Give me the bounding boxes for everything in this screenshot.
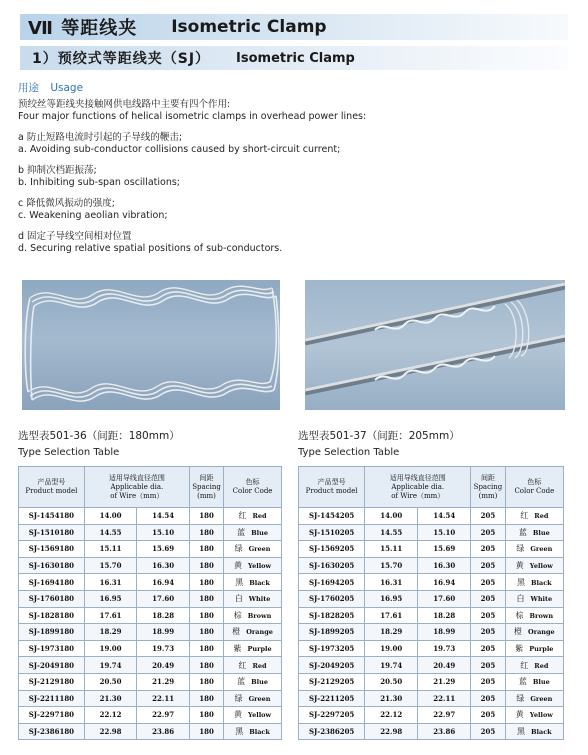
table-row bbox=[299, 557, 564, 574]
header-spacing-cn: 间距 bbox=[480, 473, 495, 482]
cell-model: SJ-1973180 bbox=[19, 640, 85, 657]
color-code-en: Red bbox=[252, 512, 267, 521]
cell-spacing: 205 bbox=[471, 657, 505, 674]
usage-item-d-cn: d 固定子导线空间相对位置 bbox=[18, 231, 132, 242]
header-spacing-en2: (mm) bbox=[197, 491, 216, 500]
cell-dia-max: 22.11 bbox=[137, 690, 190, 707]
usage-intro-cn: 预绞丝等距线夹接触网供电线路中主要有四个作用: bbox=[18, 99, 231, 110]
cell-model: SJ-1569180 bbox=[19, 541, 85, 558]
color-code-en: Blue bbox=[251, 528, 268, 537]
cell-spacing: 180 bbox=[189, 541, 223, 558]
color-code-cn: 紫 bbox=[233, 644, 242, 654]
cell-color bbox=[505, 508, 563, 525]
cell-spacing: 180 bbox=[189, 624, 223, 641]
cell-color bbox=[505, 524, 563, 541]
cell-dia-max: 14.54 bbox=[418, 508, 471, 525]
table-row bbox=[19, 557, 282, 574]
cell-dia-min: 21.30 bbox=[84, 690, 137, 707]
cell-color bbox=[224, 673, 282, 690]
table-row bbox=[299, 657, 564, 674]
cell-model: SJ-2297205 bbox=[299, 707, 365, 724]
cell-spacing: 205 bbox=[471, 508, 505, 525]
color-code-en: Brown bbox=[529, 611, 554, 620]
cell-dia-min: 16.95 bbox=[365, 590, 418, 607]
table-caption-en: Type Selection Table bbox=[298, 447, 400, 458]
color-code-cn: 黑 bbox=[517, 577, 526, 587]
cell-model: SJ-2297180 bbox=[19, 707, 85, 724]
cell-dia-max: 18.99 bbox=[418, 624, 471, 641]
cell-color bbox=[224, 624, 282, 641]
cell-model: SJ-1899180 bbox=[19, 624, 85, 641]
table-row bbox=[19, 657, 282, 674]
color-code-en: Yellow bbox=[529, 562, 553, 571]
color-code-cn: 绿 bbox=[516, 693, 525, 703]
cell-model: SJ-2129205 bbox=[299, 673, 365, 690]
usage-intro-en: Four major functions of helical isometric clamps in overhead power lines: bbox=[18, 111, 367, 122]
color-code-cn: 黑 bbox=[235, 727, 244, 737]
cell-spacing: 180 bbox=[189, 574, 223, 591]
cell-dia-min: 14.55 bbox=[365, 524, 418, 541]
header-model bbox=[299, 467, 365, 508]
cell-dia-min: 17.61 bbox=[84, 607, 137, 624]
color-code-cn: 红 bbox=[238, 511, 247, 521]
color-code-cn: 黑 bbox=[235, 577, 244, 587]
header-spacing-en1: Spacing bbox=[473, 482, 503, 491]
cell-color bbox=[505, 673, 563, 690]
table-row bbox=[299, 640, 564, 657]
table-row bbox=[299, 624, 564, 641]
color-code-cn: 白 bbox=[234, 594, 243, 604]
cell-dia-max: 19.73 bbox=[418, 640, 471, 657]
cell-spacing: 180 bbox=[189, 657, 223, 674]
cell-dia-min: 15.70 bbox=[365, 557, 418, 574]
color-code-cn: 棕 bbox=[515, 610, 524, 620]
cell-color bbox=[224, 640, 282, 657]
usage-heading bbox=[18, 80, 568, 95]
table-row bbox=[19, 690, 282, 707]
cell-dia-max: 19.73 bbox=[137, 640, 190, 657]
table-row bbox=[299, 723, 564, 740]
cell-spacing: 180 bbox=[189, 723, 223, 740]
cell-dia-min: 18.29 bbox=[365, 624, 418, 641]
color-code-en: White bbox=[530, 595, 553, 604]
color-code-cn: 红 bbox=[520, 511, 529, 521]
cell-dia-max: 23.86 bbox=[418, 723, 471, 740]
cell-dia-max: 16.94 bbox=[137, 574, 190, 591]
cell-color bbox=[224, 707, 282, 724]
cell-color bbox=[505, 557, 563, 574]
cell-model: SJ-2211205 bbox=[299, 690, 365, 707]
cell-color bbox=[224, 607, 282, 624]
color-code-en: Black bbox=[531, 578, 552, 587]
table-caption-right bbox=[298, 428, 460, 458]
color-code-cn: 蓝 bbox=[237, 527, 246, 537]
color-code-cn: 绿 bbox=[234, 693, 243, 703]
table-row bbox=[19, 673, 282, 690]
header-color-en: Color Code bbox=[232, 487, 273, 495]
header-diameter bbox=[84, 467, 189, 508]
cell-color bbox=[505, 541, 563, 558]
cell-dia-max: 21.29 bbox=[418, 673, 471, 690]
header-model bbox=[19, 467, 85, 508]
cell-spacing: 205 bbox=[471, 541, 505, 558]
color-code-cn: 黄 bbox=[234, 710, 243, 720]
header-spacing-cn: 间距 bbox=[199, 473, 214, 482]
cell-dia-max: 18.28 bbox=[418, 607, 471, 624]
cell-dia-min: 16.31 bbox=[365, 574, 418, 591]
color-code-en: Green bbox=[530, 694, 553, 703]
table-caption-cn: 选型表501-36（间距：180mm） bbox=[18, 430, 180, 442]
subsection-title-en: Isometric Clamp bbox=[236, 50, 355, 66]
cell-color bbox=[505, 590, 563, 607]
cell-spacing: 180 bbox=[189, 607, 223, 624]
cell-model: SJ-2049205 bbox=[299, 657, 365, 674]
header-diameter-cn: 适用导线直径范围 bbox=[389, 473, 446, 482]
table-row bbox=[19, 524, 282, 541]
cell-spacing: 205 bbox=[471, 574, 505, 591]
color-code-en: White bbox=[248, 595, 271, 604]
cell-dia-min: 19.74 bbox=[365, 657, 418, 674]
cell-color bbox=[505, 607, 563, 624]
cell-dia-max: 18.28 bbox=[137, 607, 190, 624]
table-row bbox=[19, 707, 282, 724]
cell-dia-max: 16.30 bbox=[418, 557, 471, 574]
table-row bbox=[19, 590, 282, 607]
table-row bbox=[299, 574, 564, 591]
color-code-cn: 橙 bbox=[513, 627, 522, 637]
cell-dia-min: 22.12 bbox=[365, 707, 418, 724]
cell-color bbox=[224, 541, 282, 558]
cell-spacing: 180 bbox=[189, 640, 223, 657]
color-code-cn: 蓝 bbox=[518, 527, 527, 537]
color-code-en: Purple bbox=[529, 645, 554, 654]
header-diameter-en1: Applicable dia. bbox=[110, 482, 164, 491]
cell-dia-min: 20.50 bbox=[365, 673, 418, 690]
color-code-en: Black bbox=[531, 728, 552, 737]
cell-model: SJ-2049180 bbox=[19, 657, 85, 674]
color-code-cn: 黄 bbox=[515, 710, 524, 720]
color-code-cn: 棕 bbox=[233, 610, 242, 620]
color-code-cn: 黄 bbox=[234, 561, 243, 571]
color-code-en: Red bbox=[534, 661, 549, 670]
header-spacing bbox=[189, 467, 223, 508]
color-code-en: Orange bbox=[527, 628, 555, 637]
cell-spacing: 205 bbox=[471, 723, 505, 740]
cell-spacing: 205 bbox=[471, 524, 505, 541]
cell-color bbox=[505, 723, 563, 740]
cell-dia-max: 20.49 bbox=[418, 657, 471, 674]
usage-section bbox=[18, 80, 568, 255]
header-color-cn: 色标 bbox=[245, 478, 260, 486]
header-diameter-en2: of Wire（mm） bbox=[110, 491, 164, 500]
color-code-en: Yellow bbox=[529, 711, 553, 720]
table-row bbox=[299, 707, 564, 724]
color-code-en: Orange bbox=[246, 628, 273, 637]
cell-color bbox=[224, 508, 282, 525]
table-row bbox=[19, 723, 282, 740]
cell-color bbox=[224, 590, 282, 607]
cell-color bbox=[505, 640, 563, 657]
cell-color bbox=[224, 657, 282, 674]
cell-dia-max: 23.86 bbox=[137, 723, 190, 740]
cell-model: SJ-2386180 bbox=[19, 723, 85, 740]
cell-model: SJ-2211180 bbox=[19, 690, 85, 707]
usage-item-a-cn: a 防止短路电流时引起的子导线的鞭击; bbox=[18, 132, 183, 143]
color-code-cn: 黑 bbox=[517, 727, 526, 737]
cell-spacing: 205 bbox=[471, 590, 505, 607]
color-code-en: Green bbox=[248, 545, 271, 554]
cell-color bbox=[224, 723, 282, 740]
cell-dia-min: 16.95 bbox=[84, 590, 137, 607]
cell-dia-min: 17.61 bbox=[365, 607, 418, 624]
table-header-row bbox=[299, 467, 564, 508]
cell-dia-max: 22.97 bbox=[418, 707, 471, 724]
cell-spacing: 180 bbox=[189, 524, 223, 541]
section-title-en: Isometric Clamp bbox=[171, 17, 327, 37]
color-code-en: Black bbox=[249, 728, 270, 737]
table-row bbox=[19, 624, 282, 641]
table-row bbox=[299, 607, 564, 624]
color-code-cn: 白 bbox=[516, 594, 525, 604]
color-code-cn: 蓝 bbox=[518, 677, 527, 687]
table-row bbox=[299, 673, 564, 690]
cell-color bbox=[224, 574, 282, 591]
cell-dia-max: 15.10 bbox=[418, 524, 471, 541]
usage-item-a-en: a. Avoiding sub-conductor collisions caused by short-circuit current; bbox=[18, 144, 341, 155]
cell-model: SJ-1630205 bbox=[299, 557, 365, 574]
color-code-cn: 紫 bbox=[515, 644, 524, 654]
cell-dia-max: 17.60 bbox=[137, 590, 190, 607]
table-caption-cn: 选型表501-37（间距：205mm） bbox=[298, 430, 460, 442]
cell-model: SJ-1454180 bbox=[19, 508, 85, 525]
cell-dia-min: 15.11 bbox=[84, 541, 137, 558]
header-spacing bbox=[471, 467, 505, 508]
cell-color bbox=[505, 657, 563, 674]
table-row bbox=[19, 508, 282, 525]
header-color-cn: 色标 bbox=[527, 478, 542, 486]
color-code-en: Brown bbox=[247, 611, 272, 620]
table-row bbox=[299, 524, 564, 541]
selection-table-205 bbox=[298, 466, 564, 740]
cell-model: SJ-1760180 bbox=[19, 590, 85, 607]
cell-spacing: 180 bbox=[189, 690, 223, 707]
header-model-en: Product model bbox=[25, 487, 78, 495]
cell-model: SJ-1828180 bbox=[19, 607, 85, 624]
usage-item-c-cn: c 降低微风振动的强度; bbox=[18, 198, 115, 209]
cell-model: SJ-1899205 bbox=[299, 624, 365, 641]
cell-spacing: 205 bbox=[471, 607, 505, 624]
cell-dia-max: 21.29 bbox=[137, 673, 190, 690]
color-code-en: Blue bbox=[532, 678, 550, 687]
cell-dia-max: 15.69 bbox=[137, 541, 190, 558]
usage-item-b-cn: b 抑制次档距振荡; bbox=[18, 165, 97, 176]
header-spacing-en2: (mm) bbox=[478, 491, 498, 500]
color-code-en: Red bbox=[252, 661, 267, 670]
table-row bbox=[19, 574, 282, 591]
color-code-en: Green bbox=[248, 694, 271, 703]
cell-dia-min: 19.74 bbox=[84, 657, 137, 674]
cell-dia-min: 20.50 bbox=[84, 673, 137, 690]
usage-heading-en: Usage bbox=[50, 82, 84, 94]
table-caption-left bbox=[18, 428, 180, 458]
color-code-cn: 橙 bbox=[232, 627, 241, 637]
cell-model: SJ-1510180 bbox=[19, 524, 85, 541]
color-code-en: Yellow bbox=[248, 562, 272, 571]
table-row bbox=[19, 541, 282, 558]
cell-dia-max: 22.11 bbox=[418, 690, 471, 707]
header-diameter bbox=[365, 467, 471, 508]
cell-model: SJ-1760205 bbox=[299, 590, 365, 607]
subsection-title-cn: 1）预绞式等距线夹（SJ） bbox=[32, 51, 211, 67]
cell-dia-min: 22.98 bbox=[365, 723, 418, 740]
cell-spacing: 205 bbox=[471, 640, 505, 657]
cell-spacing: 180 bbox=[189, 557, 223, 574]
cell-color bbox=[505, 574, 563, 591]
cell-dia-min: 14.00 bbox=[365, 508, 418, 525]
cell-dia-min: 14.00 bbox=[84, 508, 137, 525]
cell-dia-min: 15.70 bbox=[84, 557, 137, 574]
section-title-cn: Ⅶ 等距线夹 bbox=[28, 18, 138, 39]
cell-model: SJ-1694180 bbox=[19, 574, 85, 591]
cell-spacing: 180 bbox=[189, 590, 223, 607]
cell-spacing: 205 bbox=[471, 557, 505, 574]
cell-dia-min: 19.00 bbox=[365, 640, 418, 657]
table-row bbox=[19, 607, 282, 624]
color-code-cn: 绿 bbox=[516, 544, 525, 554]
color-code-en: Black bbox=[249, 578, 270, 587]
cell-model: SJ-1828205 bbox=[299, 607, 365, 624]
cell-spacing: 205 bbox=[471, 707, 505, 724]
cell-spacing: 180 bbox=[189, 707, 223, 724]
cell-dia-max: 22.97 bbox=[137, 707, 190, 724]
header-model-cn: 产品型号 bbox=[317, 478, 346, 486]
installed-clamp-photo bbox=[305, 280, 565, 410]
usage-item-d-en: d. Securing relative spatial positions of sub-conductors. bbox=[18, 243, 283, 254]
header-diameter-en2: of Wire（mm） bbox=[391, 491, 445, 500]
selection-table-180 bbox=[18, 466, 282, 740]
cell-color bbox=[505, 690, 563, 707]
color-code-en: Green bbox=[530, 545, 553, 554]
header-color bbox=[224, 467, 282, 508]
color-code-cn: 蓝 bbox=[237, 677, 246, 687]
cell-model: SJ-1510205 bbox=[299, 524, 365, 541]
header-model-cn: 产品型号 bbox=[37, 478, 66, 486]
table-header-row bbox=[19, 467, 282, 508]
color-code-cn: 黄 bbox=[515, 561, 524, 571]
cell-dia-min: 21.30 bbox=[365, 690, 418, 707]
cell-dia-max: 16.94 bbox=[418, 574, 471, 591]
cell-model: SJ-1454205 bbox=[299, 508, 365, 525]
color-code-en: Purple bbox=[247, 645, 272, 654]
cell-dia-max: 17.60 bbox=[418, 590, 471, 607]
usage-heading-cn: 用途 bbox=[18, 82, 39, 94]
header-spacing-en1: Spacing bbox=[192, 482, 221, 491]
color-code-cn: 绿 bbox=[234, 544, 243, 554]
cell-model: SJ-1694205 bbox=[299, 574, 365, 591]
cell-dia-max: 15.69 bbox=[418, 541, 471, 558]
cell-spacing: 180 bbox=[189, 508, 223, 525]
subsection-title-bar bbox=[20, 46, 568, 70]
usage-item-c-en: c. Weakening aeolian vibration; bbox=[18, 210, 168, 221]
table-caption-en: Type Selection Table bbox=[18, 447, 120, 458]
header-color bbox=[505, 467, 563, 508]
cell-dia-min: 22.12 bbox=[84, 707, 137, 724]
cell-dia-min: 16.31 bbox=[84, 574, 137, 591]
section-title-bar bbox=[20, 14, 568, 40]
color-code-cn: 红 bbox=[520, 660, 529, 670]
cell-dia-max: 20.49 bbox=[137, 657, 190, 674]
cell-color bbox=[224, 690, 282, 707]
table-row bbox=[299, 541, 564, 558]
table-row bbox=[299, 590, 564, 607]
cell-dia-min: 14.55 bbox=[84, 524, 137, 541]
usage-item-b-en: b. Inhibiting sub-span oscillations; bbox=[18, 177, 181, 188]
color-code-en: Yellow bbox=[248, 711, 272, 720]
cell-dia-max: 14.54 bbox=[137, 508, 190, 525]
color-code-cn: 红 bbox=[238, 660, 247, 670]
cell-model: SJ-1630180 bbox=[19, 557, 85, 574]
cell-spacing: 180 bbox=[189, 673, 223, 690]
header-diameter-cn: 适用导线直径范围 bbox=[108, 473, 165, 482]
cell-dia-min: 18.29 bbox=[84, 624, 137, 641]
cell-color bbox=[224, 524, 282, 541]
header-color-en: Color Code bbox=[514, 487, 555, 495]
cell-model: SJ-2129180 bbox=[19, 673, 85, 690]
cell-model: SJ-1569205 bbox=[299, 541, 365, 558]
cell-dia-max: 16.30 bbox=[137, 557, 190, 574]
cell-model: SJ-1973205 bbox=[299, 640, 365, 657]
clamp-product-photo bbox=[22, 280, 280, 410]
cell-color bbox=[224, 557, 282, 574]
cell-spacing: 205 bbox=[471, 690, 505, 707]
table-row bbox=[299, 508, 564, 525]
cell-color bbox=[505, 624, 563, 641]
header-model-en: Product model bbox=[305, 487, 358, 495]
cell-dia-min: 15.11 bbox=[365, 541, 418, 558]
cell-spacing: 205 bbox=[471, 673, 505, 690]
color-code-en: Red bbox=[534, 512, 549, 521]
cell-dia-min: 19.00 bbox=[84, 640, 137, 657]
color-code-en: Blue bbox=[251, 678, 268, 687]
cell-dia-max: 15.10 bbox=[137, 524, 190, 541]
header-diameter-en1: Applicable dia. bbox=[391, 482, 445, 491]
cell-dia-max: 18.99 bbox=[137, 624, 190, 641]
color-code-en: Blue bbox=[532, 528, 550, 537]
cell-spacing: 205 bbox=[471, 624, 505, 641]
cell-dia-min: 22.98 bbox=[84, 723, 137, 740]
cell-model: SJ-2386205 bbox=[299, 723, 365, 740]
table-row bbox=[19, 640, 282, 657]
table-row bbox=[299, 690, 564, 707]
cell-color bbox=[505, 707, 563, 724]
